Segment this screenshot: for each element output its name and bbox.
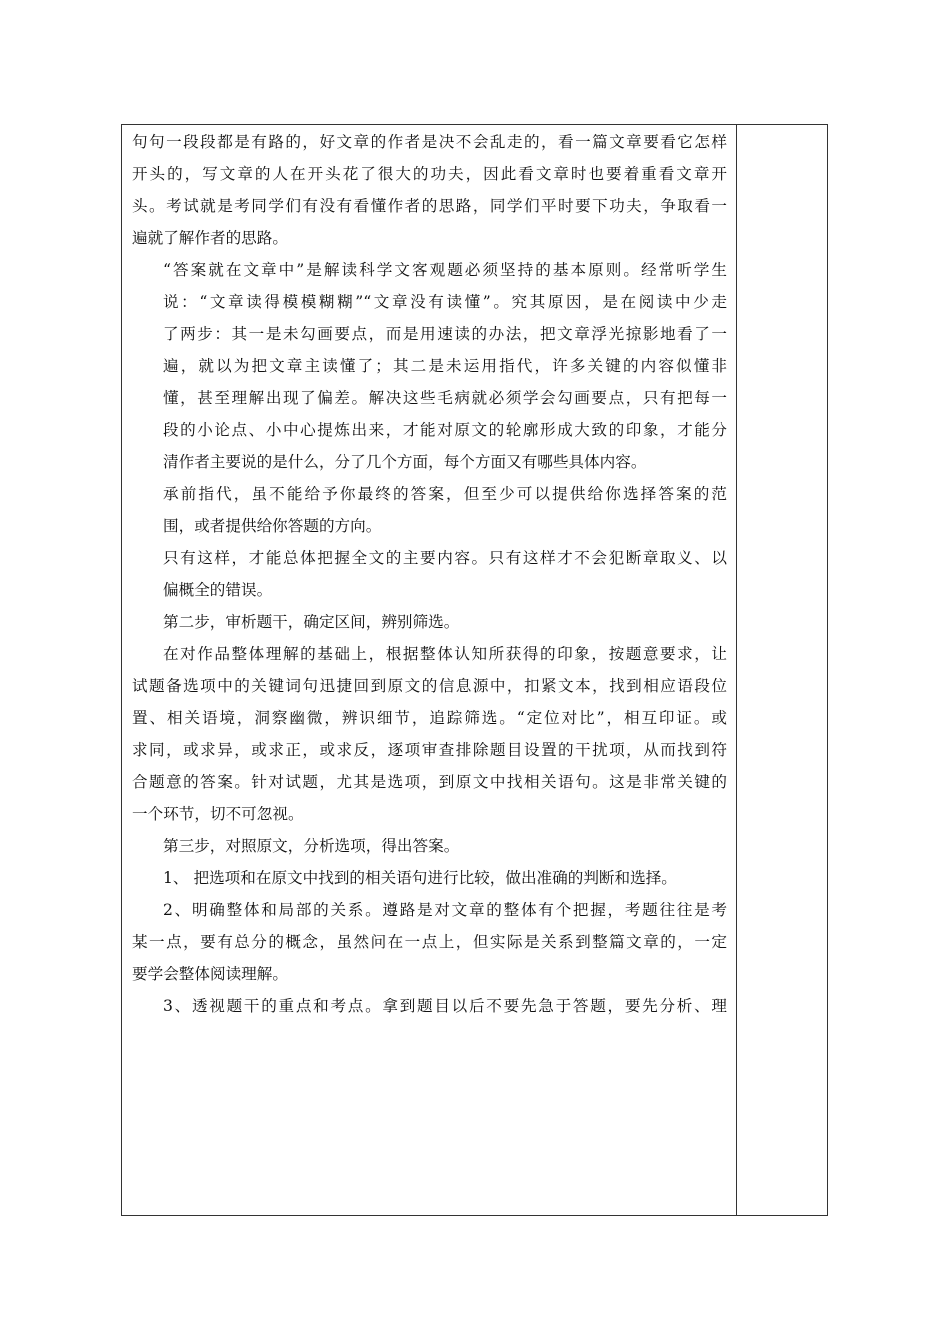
paragraph-line: 懂，甚至理解出现了偏差。解决这些毛病就必须学会勾画要点，只有把每一 — [163, 389, 727, 407]
paragraph-line: 围，或者提供给你答题的方向。 — [163, 517, 382, 535]
paragraph-line: 只有这样，才能总体把握全文的主要内容。只有这样才不会犯断章取义、以 — [163, 549, 727, 567]
paragraph-line: 说：“文章读得模模糊糊”“文章没有读懂”。究其原因，是在阅读中少走 — [163, 293, 727, 311]
paragraph-line: 求同，或求异，或求正，或求反，逐项审查排除题目设置的干扰项，从而找到符 — [132, 741, 727, 759]
document-body — [132, 126, 727, 1022]
paragraph-line: 第二步，审析题干，确定区间，辨别筛选。 — [163, 613, 460, 631]
paragraph-line: 1、 把选项和在原文中找到的相关语句进行比较，做出准确的判断和选择。 — [163, 869, 677, 887]
paragraph-line: 了两步：其一是未勾画要点，而是用速读的办法，把文章浮光掠影地看了一 — [163, 325, 727, 343]
paragraph-line: 试题备选项中的关键词句迅捷回到原文的信息源中，扣紧文本，找到相应语段位 — [132, 677, 727, 695]
paragraph-line: 一个环节，切不可忽视。 — [132, 805, 304, 823]
paragraph-line: 遍就了解作者的思路。 — [132, 229, 288, 247]
paragraph-line: 第三步，对照原文，分析选项，得出答案。 — [163, 837, 460, 855]
paragraph-line: 遍，就以为把文章主读懂了；其二是未运用指代，许多关键的内容似懂非 — [163, 357, 727, 375]
paragraph-line: 句句一段段都是有路的，好文章的作者是决不会乱走的，看一篇文章要看它怎样 — [132, 133, 727, 151]
paragraph-line: 合题意的答案。针对试题，尤其是选项，到原文中找相关语句。这是非常关键的 — [132, 773, 727, 791]
paragraph-line: 偏概全的错误。 — [163, 581, 273, 599]
paragraph-line: 段的小论点、小中心提炼出来，才能对原文的轮廓形成大致的印象，才能分 — [163, 421, 727, 439]
paragraph-line: 2、明确整体和局部的关系。遵路是对文章的整体有个把握，考题往往是考 — [163, 901, 727, 919]
paragraph-line: 清作者主要说的是什么，分了几个方面，每个方面又有哪些具体内容。 — [163, 453, 647, 471]
table-column-divider — [736, 124, 737, 1216]
paragraph-line: 开头的，写文章的人在开头花了很大的功夫，因此看文章时也要着重看文章开 — [132, 165, 727, 183]
paragraph-line: 要学会整体阅读理解。 — [132, 965, 288, 983]
paragraph-line: 头。考试就是考同学们有没有看懂作者的思路，同学们平时要下功夫，争取看一 — [132, 197, 727, 215]
paragraph-line: 在对作品整体理解的基础上，根据整体认知所获得的印象，按题意要求，让 — [163, 645, 727, 663]
paragraph-line: 置、相关语境，洞察幽微，辨识细节，追踪筛选。“定位对比”，相互印证。或 — [132, 709, 727, 727]
paragraph-line: 3、透视题干的重点和考点。拿到题目以后不要先急于答题，要先分析、理 — [163, 997, 727, 1015]
paragraph-line: 某一点，要有总分的概念，虽然问在一点上，但实际是关系到整篇文章的，一定 — [132, 933, 727, 951]
paragraph-line: 承前指代，虽不能给予你最终的答案，但至少可以提供给你选择答案的范 — [163, 485, 727, 503]
paragraph-line: “答案就在文章中”是解读科学文客观题必须坚持的基本原则。经常听学生 — [163, 261, 727, 279]
